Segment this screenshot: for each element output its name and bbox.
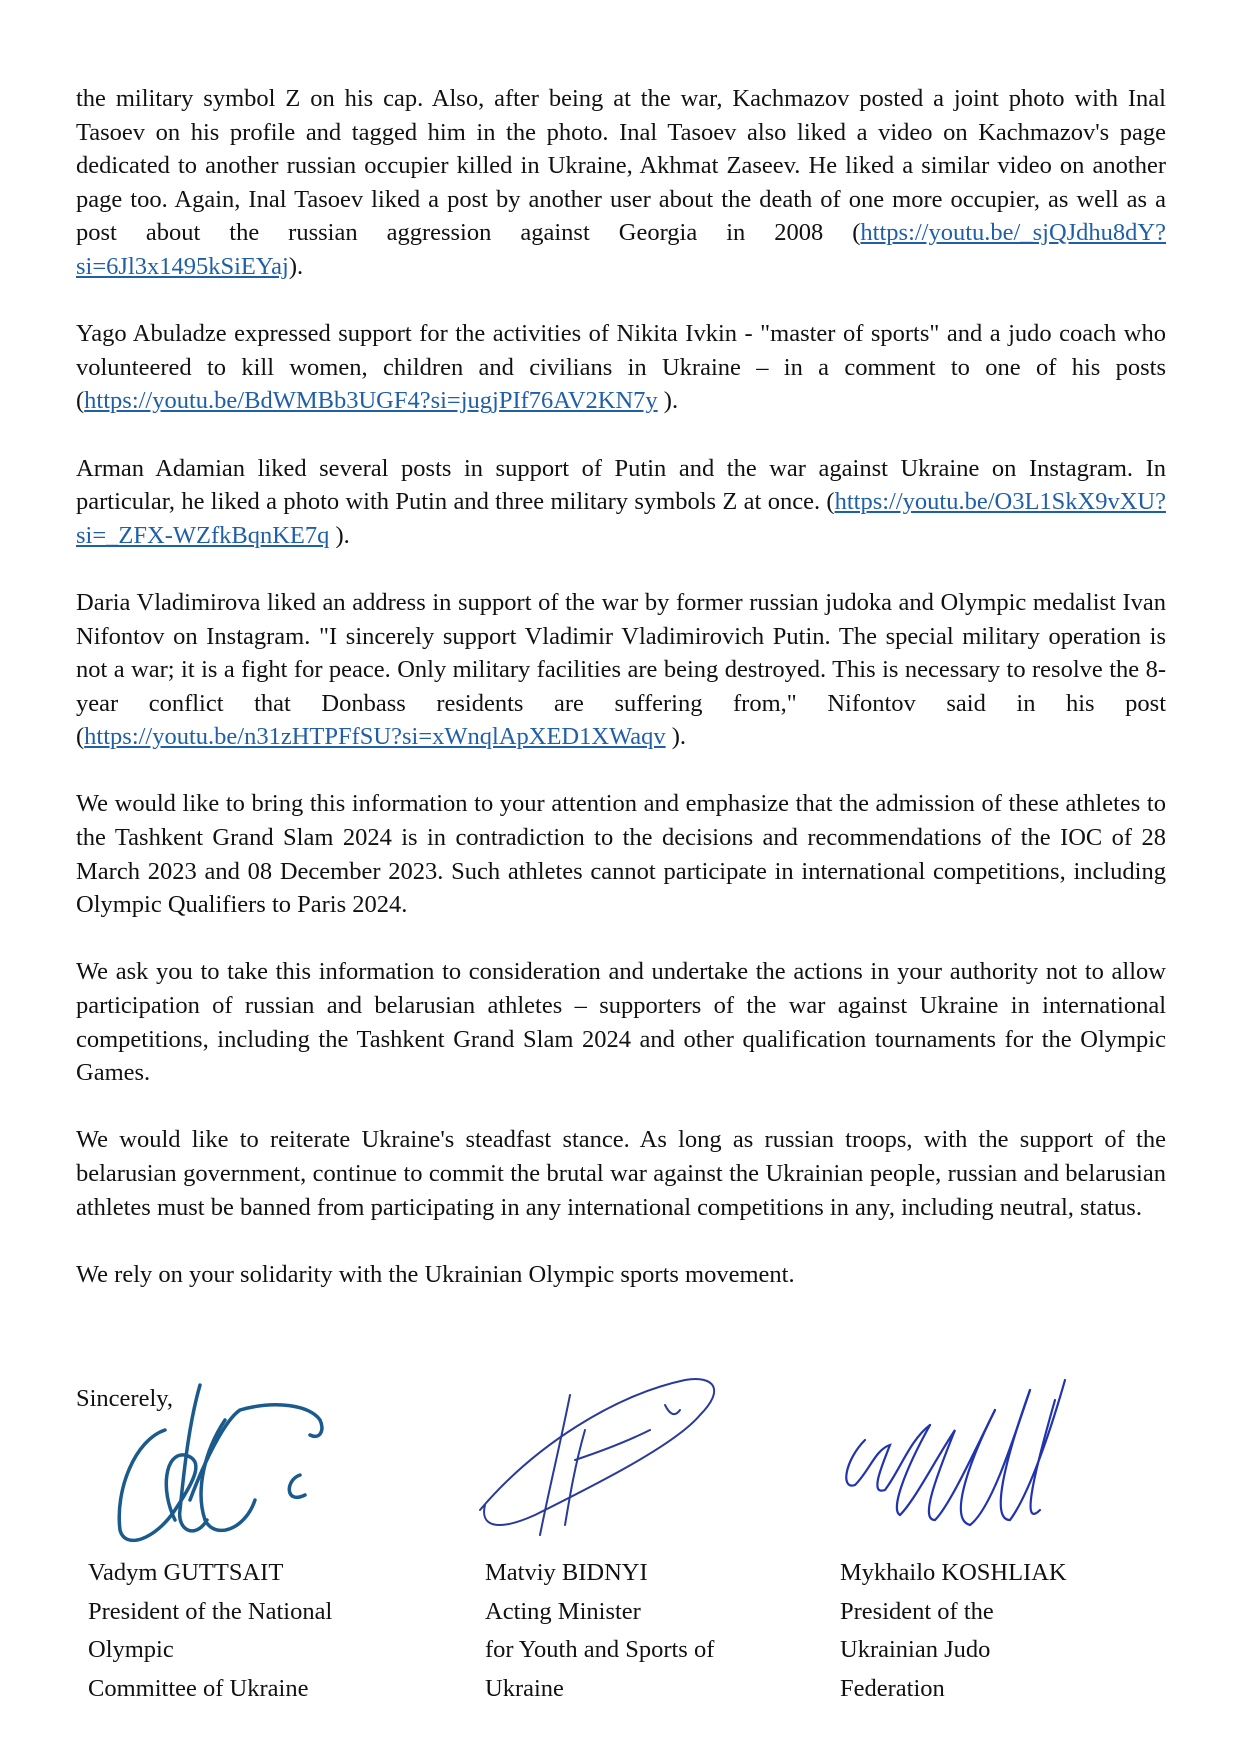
signatory-name: Vadym GUTTSAIT <box>88 1559 284 1586</box>
paragraph-end: ). <box>329 521 350 549</box>
closing-salutation: Sincerely, <box>76 1385 174 1412</box>
paragraph-abuladze <box>76 317 1166 418</box>
paragraph-tasoev <box>76 82 1166 284</box>
signatory-title-line: for Youth and Sports of <box>485 1636 715 1663</box>
paragraph-end: ). <box>665 723 687 751</box>
signatory-name: Mykhailo KOSHLIAK <box>840 1559 1067 1586</box>
youtube-link-vladimirova[interactable]: https://youtu.be/n31zHTPFfSU?si=xWnqlApXED1XWaqv <box>84 723 666 751</box>
paragraph-ioc-decisions: We would like to bring this information to your attention and emphasize that the admission of these athletes to the Tashkent Grand Slam 2024 is in contradiction to the decisions and recommendations of the IOC of 28 March 2023 and 08 December 2023. Such athletes cannot participate in international competitions, including Olympic Qualifiers to Paris 2024. <box>76 790 1166 919</box>
signature-guttsait-icon <box>95 1380 375 1550</box>
signatory-title-line: Federation <box>840 1674 945 1702</box>
paragraph-text: Yago Abuladze expressed support for the activities of Nikita Ivkin - "master of sports" and a judo coach who volunteered to kill women, children and civilians in Ukraine – in a comment to one of his posts ( <box>76 320 1166 415</box>
signatory-title-line: Olympic <box>88 1636 174 1663</box>
signature-koshliak-icon <box>835 1370 1095 1550</box>
paragraph-text: Arman Adamian liked several posts in support of Putin and the war against Ukraine on Instagram. In particular, he liked a photo with Putin and three military symbols Z at once. ( <box>76 454 1166 516</box>
letter-body <box>76 82 1166 1325</box>
paragraph-end: ). <box>657 387 679 415</box>
paragraph-text: Daria Vladimirova liked an address in support of the war by former russian judoka and Olympic medalist Ivan Nifontov on Instagram. "I sincerely support Vladimir Vladimirovich Putin. The special military operation is not a war; it is a fight for peace. Only military facilities are being destroyed. This is necessary to resolve the 8-year conflict that Donbass residents are suffering from," Nifontov said in his post ( <box>76 588 1166 751</box>
signatory-bidnyi <box>485 1554 714 1708</box>
signatory-title-line: Acting Minister <box>485 1597 641 1625</box>
signatory-guttsait <box>88 1554 332 1708</box>
paragraph-vladimirova <box>76 586 1166 754</box>
youtube-link-abuladze[interactable]: https://youtu.be/BdWMBb3UGF4?si=jugjPIf76AV2KN7y <box>84 387 658 415</box>
paragraph-request: We ask you to take this information to consideration and undertake the actions in your authority not to allow participation of russian and belarusian athletes – supporters of the war against Ukraine in international competitions, including the Tashkent Grand Slam 2024 and other qualification tournaments for the Olympic Games. <box>76 958 1166 1087</box>
signatory-title-line: Committee of Ukraine <box>88 1674 309 1702</box>
youtube-link-tasoev[interactable]: https://youtu.be/_sjQJdhu8dY?si=6Jl3x1495kSiEYaj <box>76 219 1166 280</box>
paragraph-solidarity: We rely on your solidarity with the Ukrainian Olympic sports movement. <box>76 1260 795 1288</box>
paragraph-stance: We would like to reiterate Ukraine's steadfast stance. As long as russian troops, with the support of the belarusian government, continue to commit the brutal war against the Ukrainian people, russian and belarusian athletes must be banned from participating in any international competitions in any, including neutral, status. <box>76 1126 1166 1221</box>
signatory-title-line: Ukrainian Judo <box>840 1636 991 1663</box>
signature-bidnyi-icon <box>475 1375 735 1545</box>
signatory-title-line: Ukraine <box>485 1674 564 1702</box>
paragraph-end: ). <box>288 252 304 280</box>
signatory-title-line: President of the <box>840 1597 994 1625</box>
paragraph-text: the military symbol Z on his cap. Also, after being at the war, Kachmazov posted a joint photo with Inal Tasoev on his profile and tagged him in the photo. Inal Tasoev also liked a video on Kachmazov's page dedicated to another russian occupier killed in Ukraine, Akhmat Zaseev. He liked a similar video on another page too. Again, Inal Tasoev liked a post by another user about the death of one more occupier, as well as a post about the russian aggression against Georgia in 2008 ( <box>76 85 1166 247</box>
signatory-name: Matviy BIDNYI <box>485 1559 648 1586</box>
signatory-koshliak <box>840 1554 1067 1708</box>
signatory-title-line: President of the National <box>88 1597 333 1625</box>
youtube-link-adamian[interactable]: https://youtu.be/O3L1SkX9vXU?si=_ZFX-WZfkBqnKE7q <box>76 488 1166 549</box>
paragraph-adamian <box>76 452 1166 553</box>
